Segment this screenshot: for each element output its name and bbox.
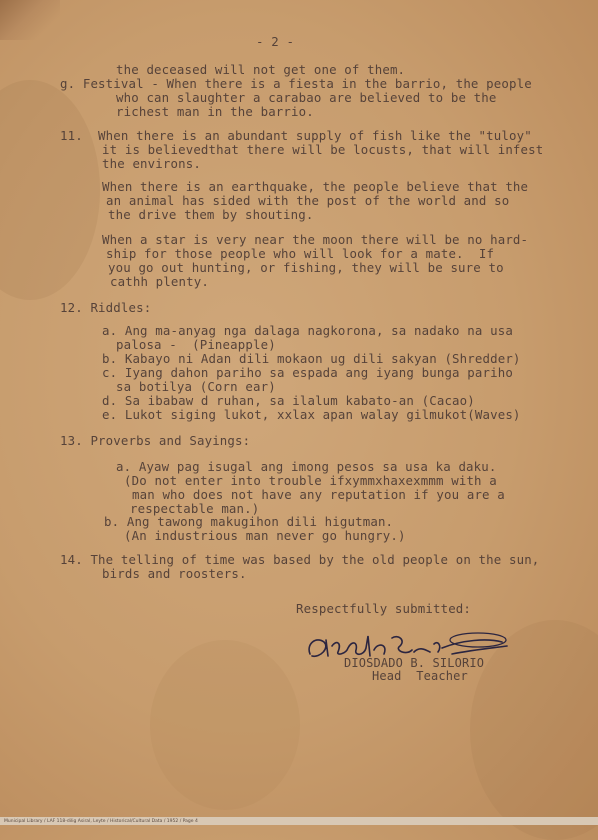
text-line: richest man in the barrio. [116,104,314,119]
text-line: When there is an earthquake, the people believe that the [102,179,529,194]
text-line: an animal has sided with the post of the world and so [106,193,510,208]
text-line: respectable man.) [130,501,260,516]
text-line: a. Ang ma-anyag nga dalaga nagkorona, sa nadako na usa [102,323,513,338]
text-line: b. Ang tawong makugihon dili higutman. [104,514,394,529]
text-line: d. Sa ibabaw d ruhan, sa ilalum kabato-an (Cacao) [102,393,475,408]
text-line: (Do not enter into trouble ifxymmxhaxexmmm with a [124,473,497,488]
text-line: g. Festival - When there is a fiesta in the barrio, the people [60,76,532,91]
text-line: c. Iyang dahon pariho sa espada ang iyang bunga pariho [102,365,513,380]
text-line: ship for those people who will look for a mate. If [106,246,495,261]
corner-fold [0,0,60,40]
text-line: 12. Riddles: [60,300,152,315]
text-line: 14. The telling of time was based by the old people on the sun, [60,552,540,567]
signatory-title: Head Teacher [372,669,468,683]
text-line: the environs. [102,156,201,171]
text-line: 13. Proverbs and Sayings: [60,433,251,448]
text-line: sa botilya (Corn ear) [116,379,276,394]
text-line: the deceased will not get one of them. [116,62,406,77]
footer-text: Municipal Library / LAF 118-dilig Asiral, Leyte / Historical/Cultural Data / 1952 / Page 4 [4,819,198,824]
text-line: it is believedthat there will be locusts, that will infest [102,142,544,157]
text-line: the drive them by shouting. [108,207,314,222]
text-line: man who does not have any reputation if you are a [132,487,505,502]
text-line: palosa - (Pineapple) [116,337,276,352]
text-line: a. Ayaw pag isugal ang imong pesos sa usa ka daku. [116,459,497,474]
text-line: 11. When there is an abundant supply of fish like the "tuloy" [60,128,532,143]
text-line: (An industrious man never go hungry.) [124,528,406,543]
page-number: - 2 - [256,34,295,49]
stain [0,80,100,300]
text-line: b. Kabayo ni Adan dili mokaon ug dili sakyan (Shredder) [102,351,521,366]
stain [150,640,300,810]
text-line: you go out hunting, or fishing, they will be sure to [108,260,504,275]
text-line: birds and roosters. [102,566,247,581]
text-line: e. Lukot siging lukot, xxlax apan walay gilmukot(Waves) [102,407,521,422]
text-line: Respectfully submitted: [296,601,472,616]
text-line: cathh plenty. [110,274,209,289]
footer-strip [0,817,598,825]
text-line: When a star is very near the moon there will be no hard- [102,232,529,247]
signatory-name: DIOSDADO B. SILORIO [344,656,485,670]
text-line: who can slaughter a carabao are believed to be the [116,90,497,105]
